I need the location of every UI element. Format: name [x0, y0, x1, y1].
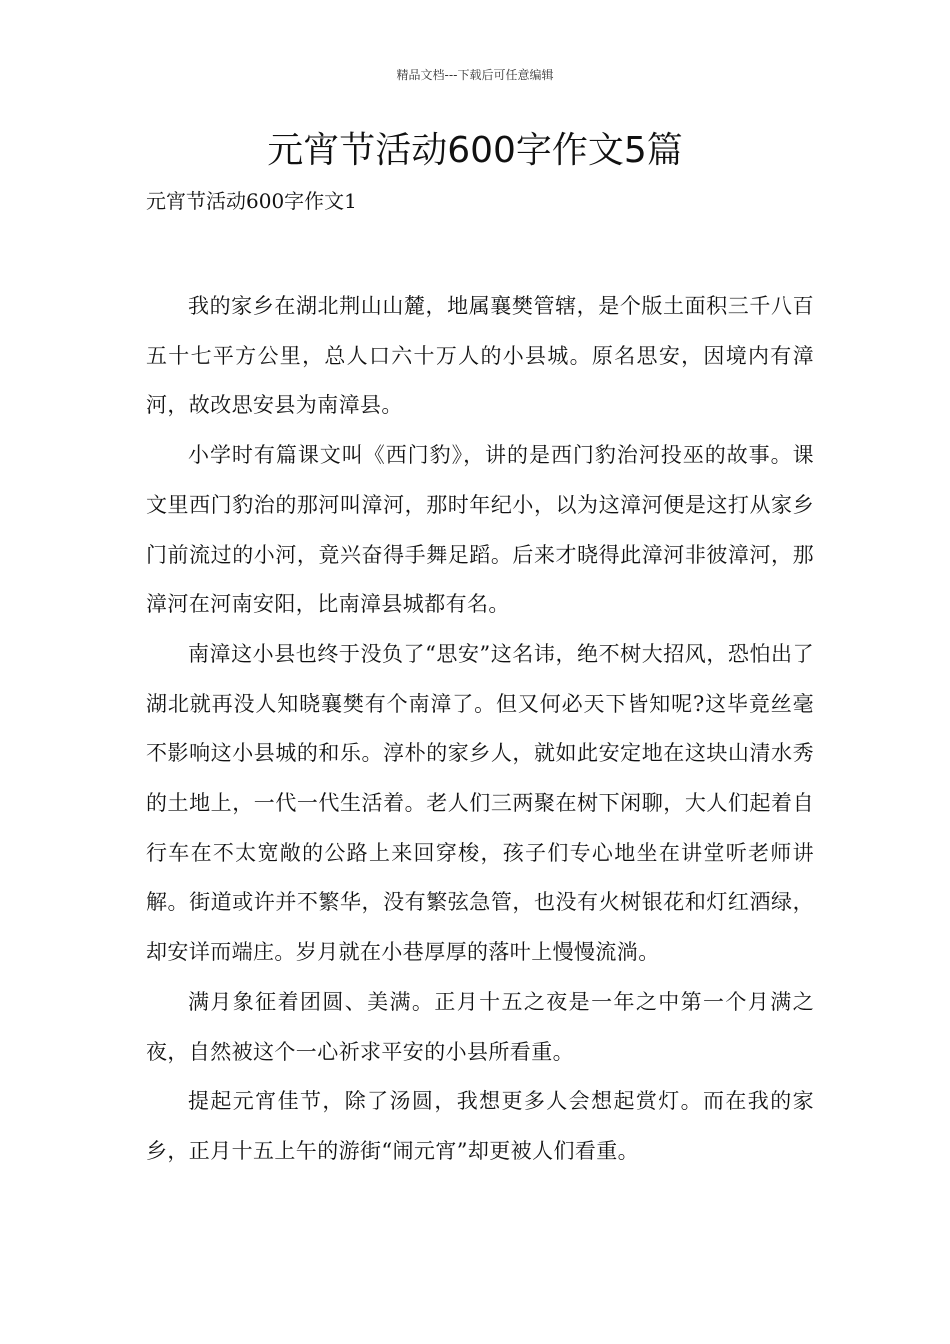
- paragraph: 我的家乡在湖北荆山山麓，地属襄樊管辖，是个版土面积三千八百五十七平方公里，总人口六十万人的小县城。原名思安，因境内有漳河，故改思安县为南漳县。: [146, 294, 814, 418]
- paragraph: 提起元宵佳节，除了汤圆，我想更多人会想起赏灯。而在我的家乡，正月十五上午的游街“闹元宵”却更被人们看重。: [146, 1089, 814, 1163]
- section-subtitle: 元宵节活动600字作文1: [146, 189, 357, 213]
- paragraph: 南漳这小县也终于没负了“思安”这名讳，绝不树大招风，恐怕出了湖北就再没人知晓襄樊有个南漳了。但又何必天下皆知呢?这毕竟丝毫不影响这小县城的和乐。淳朴的家乡人，就如此安定地在这块山清水秀的土地上，一代一代生活着。老人们三两聚在树下闲聊，大人们起着自行车在不太宽敞的公路上来回穿梭，孩子们专心地坐在讲堂听老师讲解。街道或许并不繁华，没有繁弦急管，也没有火树银花和灯红酒绿，却安详而端庄。岁月就在小巷厚厚的落叶上慢慢流淌。: [146, 641, 814, 965]
- paragraph: 小学时有篇课文叫《西门豹》，讲的是西门豹治河投巫的故事。课文里西门豹治的那河叫漳河，那时年纪小，以为这漳河便是这打从家乡门前流过的小河，竟兴奋得手舞足蹈。后来才晓得此漳河非彼漳河，那漳河在河南安阳，比南漳县城都有名。: [146, 443, 814, 617]
- paragraph: 满月象征着团圆、美满。正月十五之夜是一年之中第一个月满之夜，自然被这个一心祈求平安的小县所看重。: [146, 989, 814, 1064]
- document-body: [146, 282, 814, 1177]
- header-note: 精品文档---下载后可任意编辑: [396, 68, 554, 82]
- document-title: 元宵节活动600字作文5篇: [267, 130, 683, 171]
